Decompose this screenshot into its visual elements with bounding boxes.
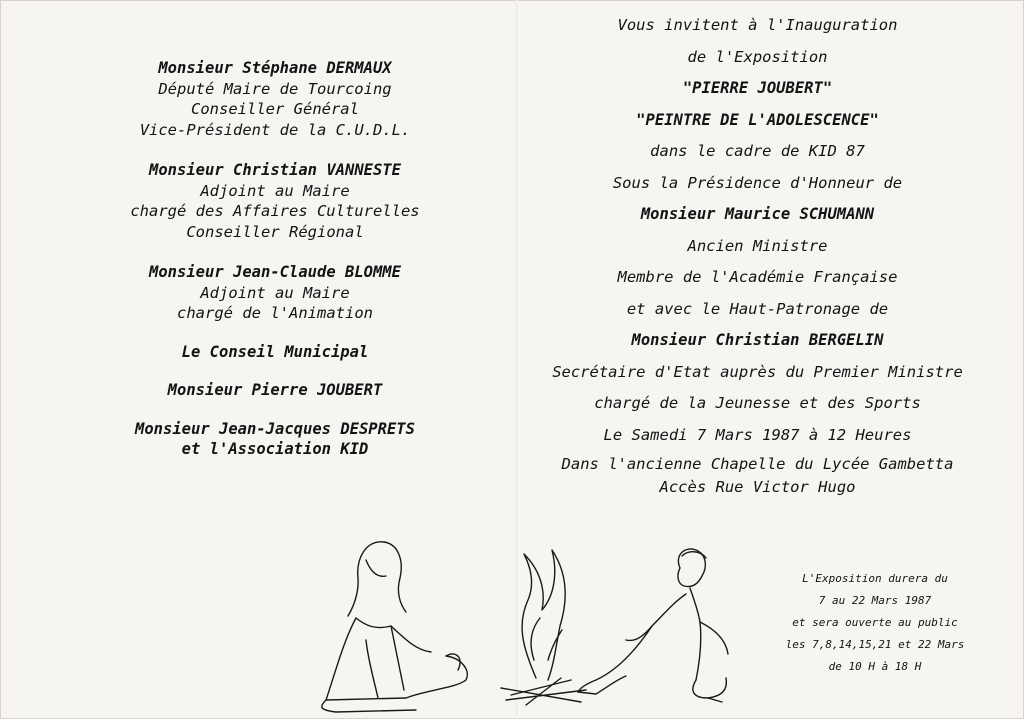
- host-title: Député Maire de Tourcoing: [158, 79, 392, 98]
- invitation-line: "PIERRE JOUBERT": [682, 79, 833, 97]
- invitation-line: "PEINTRE DE L'ADOLESCENCE": [636, 110, 879, 129]
- host-name: Monsieur Christian VANNESTE: [149, 161, 401, 179]
- exhibition-note-line: et sera ouverte au public: [792, 616, 958, 629]
- host-name: Monsieur Stéphane DERMAUX: [158, 59, 392, 77]
- exhibition-note-line: L'Exposition durera du: [802, 572, 948, 585]
- exhibition-note-line: 7 au 22 Mars 1987: [818, 594, 932, 607]
- invitation-line: Monsieur Maurice SCHUMANN: [640, 205, 875, 223]
- host-block: [40, 262, 510, 324]
- invitation-line: et avec le Haut-Patronage de: [626, 299, 889, 318]
- host-title: et l'Association KID: [181, 440, 369, 458]
- invitation-text-column: [520, 10, 995, 497]
- campfire-illustration-icon: [296, 530, 746, 715]
- host-block: [40, 380, 510, 401]
- host-title: Vice-Président de la C.U.D.L.: [139, 120, 411, 139]
- exhibition-note-line: les 7,8,14,15,21 et 22 Mars: [785, 638, 965, 651]
- host-name: Monsieur Jean-Claude BLOMME: [149, 263, 401, 281]
- host-title: chargé de l'Animation: [177, 304, 373, 322]
- host-block: [40, 58, 510, 140]
- invitation-line: Le Samedi 7 Mars 1987 à 12 Heures: [603, 425, 912, 444]
- host-name: Monsieur Jean-Jacques DESPRETS: [135, 419, 415, 438]
- host-title: Conseiller Régional: [186, 222, 364, 241]
- host-title: Conseiller Général: [191, 100, 359, 118]
- invitation-line: Secrétaire d'Etat auprès du Premier Ministre: [552, 362, 963, 381]
- invitation-line: Sous la Présidence d'Honneur de: [612, 173, 903, 192]
- invitation-line: Ancien Ministre: [687, 236, 828, 255]
- invitation-line: Monsieur Christian BERGELIN: [631, 331, 884, 349]
- host-title: chargé des Affaires Culturelles: [130, 202, 420, 220]
- host-name: Monsieur Pierre JOUBERT: [167, 381, 383, 399]
- host-title: Adjoint au Maire: [200, 181, 350, 200]
- exhibition-dates-note: [740, 568, 1010, 678]
- host-name: Le Conseil Municipal: [181, 342, 369, 361]
- host-title: Adjoint au Maire: [200, 283, 350, 302]
- host-block: [40, 160, 510, 242]
- hosts-column: [40, 58, 510, 460]
- invitation-line: Vous invitent à l'Inauguration: [617, 16, 898, 34]
- invitation-line: chargé de la Jeunesse et des Sports: [594, 394, 921, 412]
- exhibition-note-line: de 10 H à 18 H: [828, 660, 922, 673]
- invitation-line: Dans l'ancienne Chapelle du Lycée Gambetta: [561, 455, 954, 473]
- invitation-line: de l'Exposition: [687, 47, 828, 66]
- invitation-line: dans le cadre de KID 87: [650, 142, 865, 160]
- host-block: [40, 342, 510, 363]
- host-block: [40, 419, 510, 460]
- invitation-line: Accès Rue Victor Hugo: [659, 478, 856, 496]
- invitation-line: Membre de l'Académie Française: [617, 268, 898, 286]
